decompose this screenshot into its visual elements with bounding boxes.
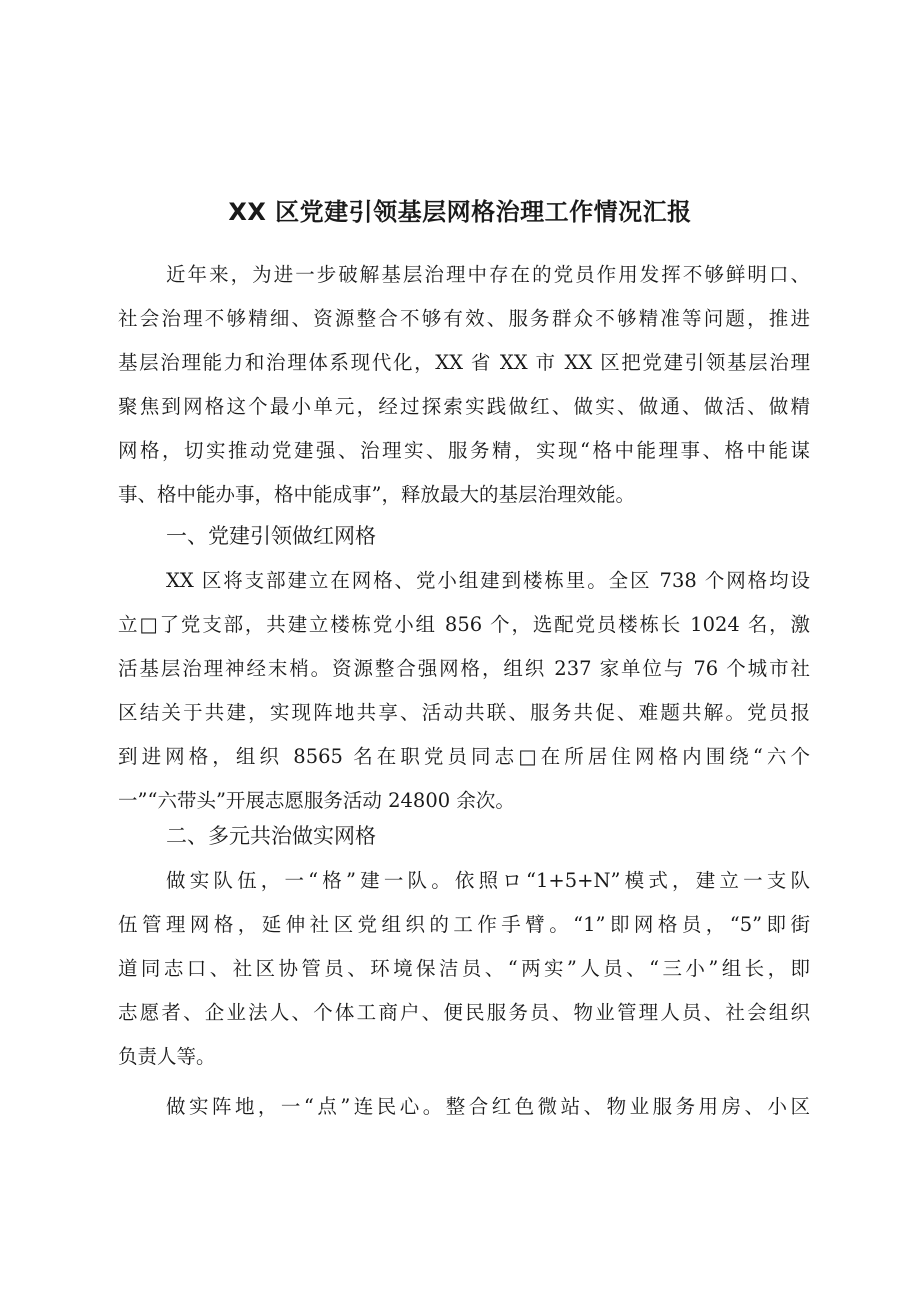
section2-line: 道同志口、社区协管员、环境保洁员、“两实”人员、“三小”组长，即 [118,957,810,980]
section-heading-2: 二、多元共治做实网格 [166,824,376,848]
section2-line: 做实队伍，一“格”建一队。依照ロ“1+5+N”模式，建立一支队 [166,869,810,892]
document-title: XX 区党建引领基层网格治理工作情况汇报 [228,198,692,226]
section1-line: XX 区将支部建立在网格、党小组建到楼栋里。全区 738 个网格均设 [166,569,810,592]
section2-line: 负责人等。 [118,1045,216,1068]
section2-line: 志愿者、企业法人、个体工商户、便民服务员、物业管理人员、社会组织 [118,1001,810,1024]
section-heading-1: 一、党建引领做红网格 [166,524,376,548]
section1-line: 到进网格，组织 8565 名在职党员同志□在所居住网格内围绕“六个 [118,745,810,768]
intro-line: 社会治理不够精细、资源整合不够有效、服务群众不够精准等问题，推进 [118,307,810,330]
section1-line: 立□了党支部，共建立楼栋党小组 856 个，选配党员楼栋长 1024 名，激 [118,613,810,636]
intro-line: 事、格中能办事，格中能成事”，释放最大的基层治理效能。 [118,483,635,506]
section1-line: 区结关于共建，实现阵地共享、活动共联、服务共促、难题共解。党员报 [118,701,810,724]
intro-line: 网格，切实推动党建强、治理实、服务精，实现“格中能理事、格中能谋 [118,439,810,462]
intro-line: 基层治理能力和治理体系现代化，XX 省 XX 市 XX 区把党建引领基层治理 [118,351,810,374]
section2-line: 做实阵地，一“点”连民心。整合红色微站、物业服务用房、小区 [166,1095,810,1118]
section1-line: 一”“六带头”开展志愿服务活动 24800 余次。 [118,789,515,812]
section1-line: 活基层治理神经末梢。资源整合强网格，组织 237 家单位与 76 个城市社 [118,657,810,680]
intro-line: 近年来，为进一步破解基层治理中存在的党员作用发挥不够鲜明口、 [166,263,810,286]
section2-line: 伍管理网格，延伸社区党组织的工作手臂。“1”即网格员，“5”即街 [118,913,810,936]
intro-line: 聚焦到网格这个最小单元，经过探索实践做红、做实、做通、做活、做精 [118,395,810,418]
